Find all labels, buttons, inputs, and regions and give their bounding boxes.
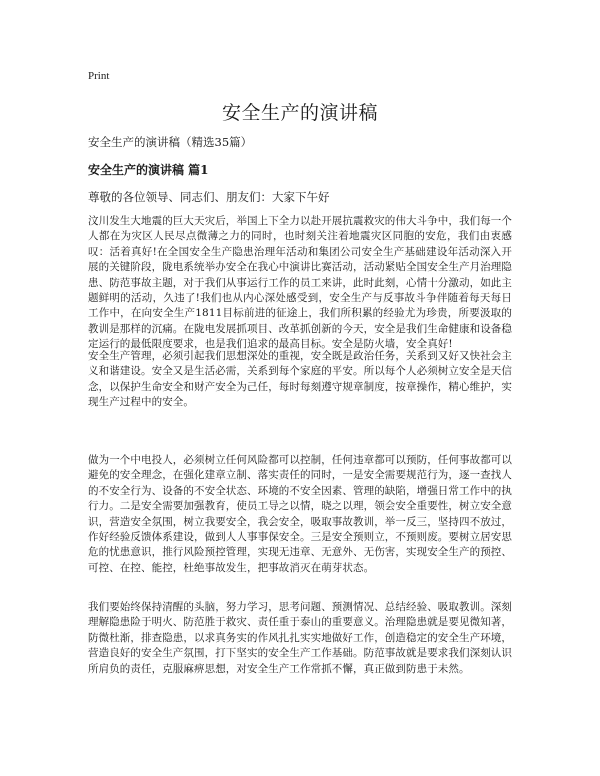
body-paragraph-1: 汶川发生大地震的巨大天灾后，举国上下全力以赴开展抗震救灾的伟大斗争中，我们每一个人都在为灾区人民尽点微薄之力的同时，也时刻关注着地震灾区同胞的安危，我们由衷感叹：活着真好!在全国安全生产隐患治理年活动和集团公司安全生产基础建设年活动深入开展的关键阶段，陇电系统举办安全在我心中演讲比赛活动，活动紧贴全国安全生产月治理隐患、防范事故主题，对于我们从事运行工作的员工来讲，此时此刻，心情十分激动，如此主题鲜明的活动，久违了!我们也从内心深处感受到，安全生产与反事故斗争伴随着每天每日工作中，在向安全生产1811目标前进的征途上，我们所积累的经验尤为珍贵，所要汲取的教训是那样的沉痛。在陇电发展抓项目、改革抓创新的今天，安全是我们生命健康和设备稳定运行的最低限度要求，也是我们追求的最高目标。安全是防火墙，安全真好! [88,215,512,351]
print-link[interactable]: Print [88,70,110,82]
body-paragraph-3: 做为一个中电投人，必须树立任何风险都可以控制，任何违章都可以预防，任何事故都可以避免的安全理念，在强化建章立制、落实责任的同时，一是安全需要规范行为，逐一查找人的不安全行为、设备的不安全状态、环境的不安全因素、管理的缺陷，增强日常工作中的执行力。二是安全需要加强教育，使员工导之以情，晓之以理，领会安全重要性，树立安全意识，营造安全氛围，树立我要安全，我会安全，吸取事故教训，举一反三，坚持四不放过，作好经验反馈体系建设，做到人人事事保安全。三是安全预则立，不预则废。要树立居安思危的忧患意识，推行风险预控管理，实现无违章、无意外、无伤害，实现安全生产的预控、可控、在控、能控，杜绝事故发生，把事故消灭在萌芽状态。 [88,454,512,574]
page-title: 安全生产的演讲稿 [221,102,378,124]
greeting-line: 尊敬的各位领导、同志们、朋友们：大家下午好 [88,190,330,204]
section-heading: 安全生产的演讲稿 篇1 [88,163,209,177]
document-subtitle: 安全生产的演讲稿（精选35篇） [88,135,253,149]
body-paragraph-4: 我们要始终保持清醒的头脑，努力学习，思考问题、预测情况、总结经验、吸取教训。深刻理解隐患险于明火、防范胜于救灾、责任重于泰山的重要意义。治理隐患就是要见微知著，防微杜渐，排查隐患，以求真务实的作风扎扎实实地做好工作，创造稳定的安全生产环境，营造良好的安全生产氛围，打下坚实的安全生产工作基础。防范事故就是要求我们深刻认识所肩负的责任，克服麻痹思想，对安全生产工作常抓不懈，真正做到防患于未然。 [88,601,512,675]
body-paragraph-2: 安全生产管理，必须引起我们思想深处的重视，安全既是政治任务，关系到又好又快社会主义和谐建设。安全又是生活必需，关系到每个家庭的平安。所以每个人必须树立安全是天信念，以保护生命安全和财产安全为己任，每时每刻遵守规章制度，按章操作，精心维护，实现生产过程中的安全。 [88,350,512,409]
